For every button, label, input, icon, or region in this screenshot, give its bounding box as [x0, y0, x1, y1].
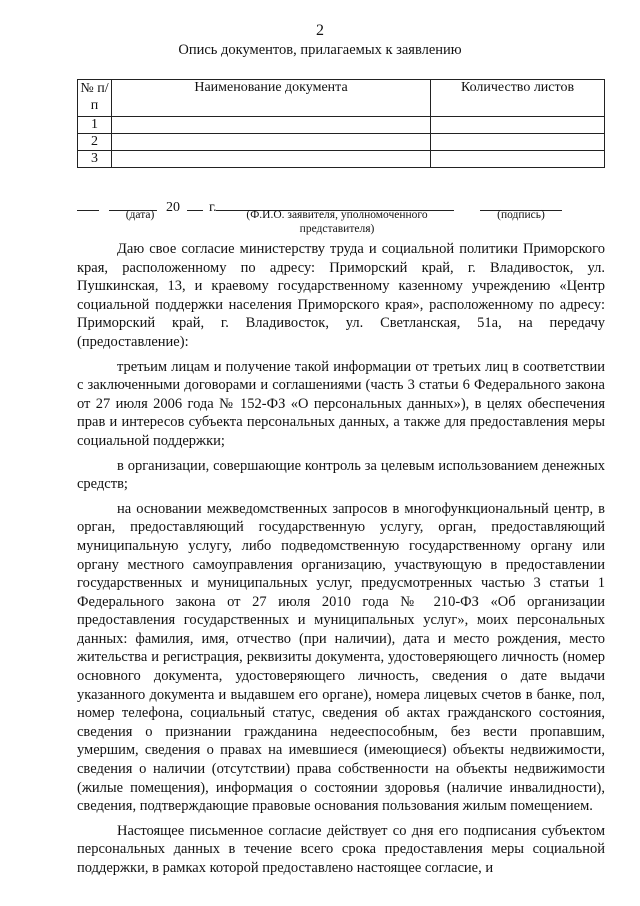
column-header-name: Наименование документа: [112, 80, 431, 117]
table-row: [78, 151, 605, 168]
name-caption: (Ф.И.О. заявителя, уполномоченного представителя): [246, 209, 428, 235]
column-header-num: № п/п: [78, 80, 112, 117]
signature-caption: (подпись): [497, 209, 545, 221]
row-number: 1: [78, 117, 112, 134]
paragraph: третьим лицам и получение такой информации от третьих лиц в соответствии с заключенными договорами и соглашениями (часть 3 статьи 6 Федерального закона от 27 июля 2006 года № 152-ФЗ «О персональных данных»), в целях обеспечения прав и интересов субъекта персональных данных, а также для предоставления меры социальной поддержки;: [77, 358, 605, 449]
paragraph: Даю свое согласие министерству труда и социальной политики Приморского края, расположенному по адресу: Приморский край, г. Владивосток, ул. Пушкинская, 13, и краевому государственному казенному учреждению «Центр социальной поддержки населения Приморского края», расположенному по адресу: Приморский край, г. Владивосток, ул. Светланская, 51а, на передачу (предоставление):: [77, 241, 605, 350]
paragraph: на основании межведомственных запросов в многофункциональный центр, в орган, предоставляющий государственную услугу, орган, предоставляющий муниципальную услугу, либо подведомственную государственному органу или органу местного самоуправления организацию, участвующую в предоставлении государственных и муниципальных услуг, предусмотренных частью 3 статьи 1 Федерального закона от 27 июля 2010 года № 210-ФЗ «Об организации предоставления государственных и муниципальных услуг», моих персональных данных: фамилия, имя, отчество (при наличии), дата и место рождения, место жительства и регистрация, реквизиты документа, удостоверяющего личность (номер основного документа, удостоверяющего личность, сведения о дате выдачи указанного документа и выдавшем его органе), номера лицевых счетов в банке, пол, номер телефона, социальный статус, сведения об актах гражданского состояния, сведения о признании гражданина недееспособным, без вести пропавшим, умершим, сведения о правах на имевшиеся (имеющиеся) объекты недвижимости, сведения о наличии (отсутствии) права собственности на объекты недвижимости (жилые помещения), информация о состоянии здоровья (наличие инвалидности), сведения, подтверждающие правовые основания пользования жилым помещением.: [77, 500, 605, 815]
paragraph: в организации, совершающие контроль за целевым использованием денежных средств;: [77, 457, 605, 493]
year-suffix: г.: [209, 200, 217, 215]
document-name-cell[interactable]: [112, 134, 431, 151]
document-name-cell[interactable]: [112, 151, 431, 168]
table-row: [78, 134, 605, 151]
sheet-count-cell[interactable]: [431, 134, 605, 151]
document-heading: Опись документов, прилагаемых к заявлению: [178, 42, 462, 58]
documents-table: [77, 79, 605, 168]
column-header-sheets: Количество листов: [431, 80, 605, 117]
consent-text: [77, 240, 605, 878]
document-name-cell[interactable]: [112, 117, 431, 134]
paragraph: Настоящее письменное согласие действует со дня его подписания субъектом персональных данных в течение всего срока предоставления меры социальной поддержки, в рамках которой предоставлено настоящее согласие, и: [77, 822, 605, 876]
day-blank[interactable]: [77, 198, 99, 211]
page-number: 2: [316, 22, 324, 39]
date-caption: (дата): [125, 209, 155, 221]
row-number: 3: [78, 151, 112, 168]
sheet-count-cell[interactable]: [431, 151, 605, 168]
table-header-row: [78, 80, 605, 117]
table-row: [78, 117, 605, 134]
year-prefix: 20: [166, 200, 180, 215]
sheet-count-cell[interactable]: [431, 117, 605, 134]
year-blank[interactable]: [187, 198, 203, 211]
row-number: 2: [78, 134, 112, 151]
